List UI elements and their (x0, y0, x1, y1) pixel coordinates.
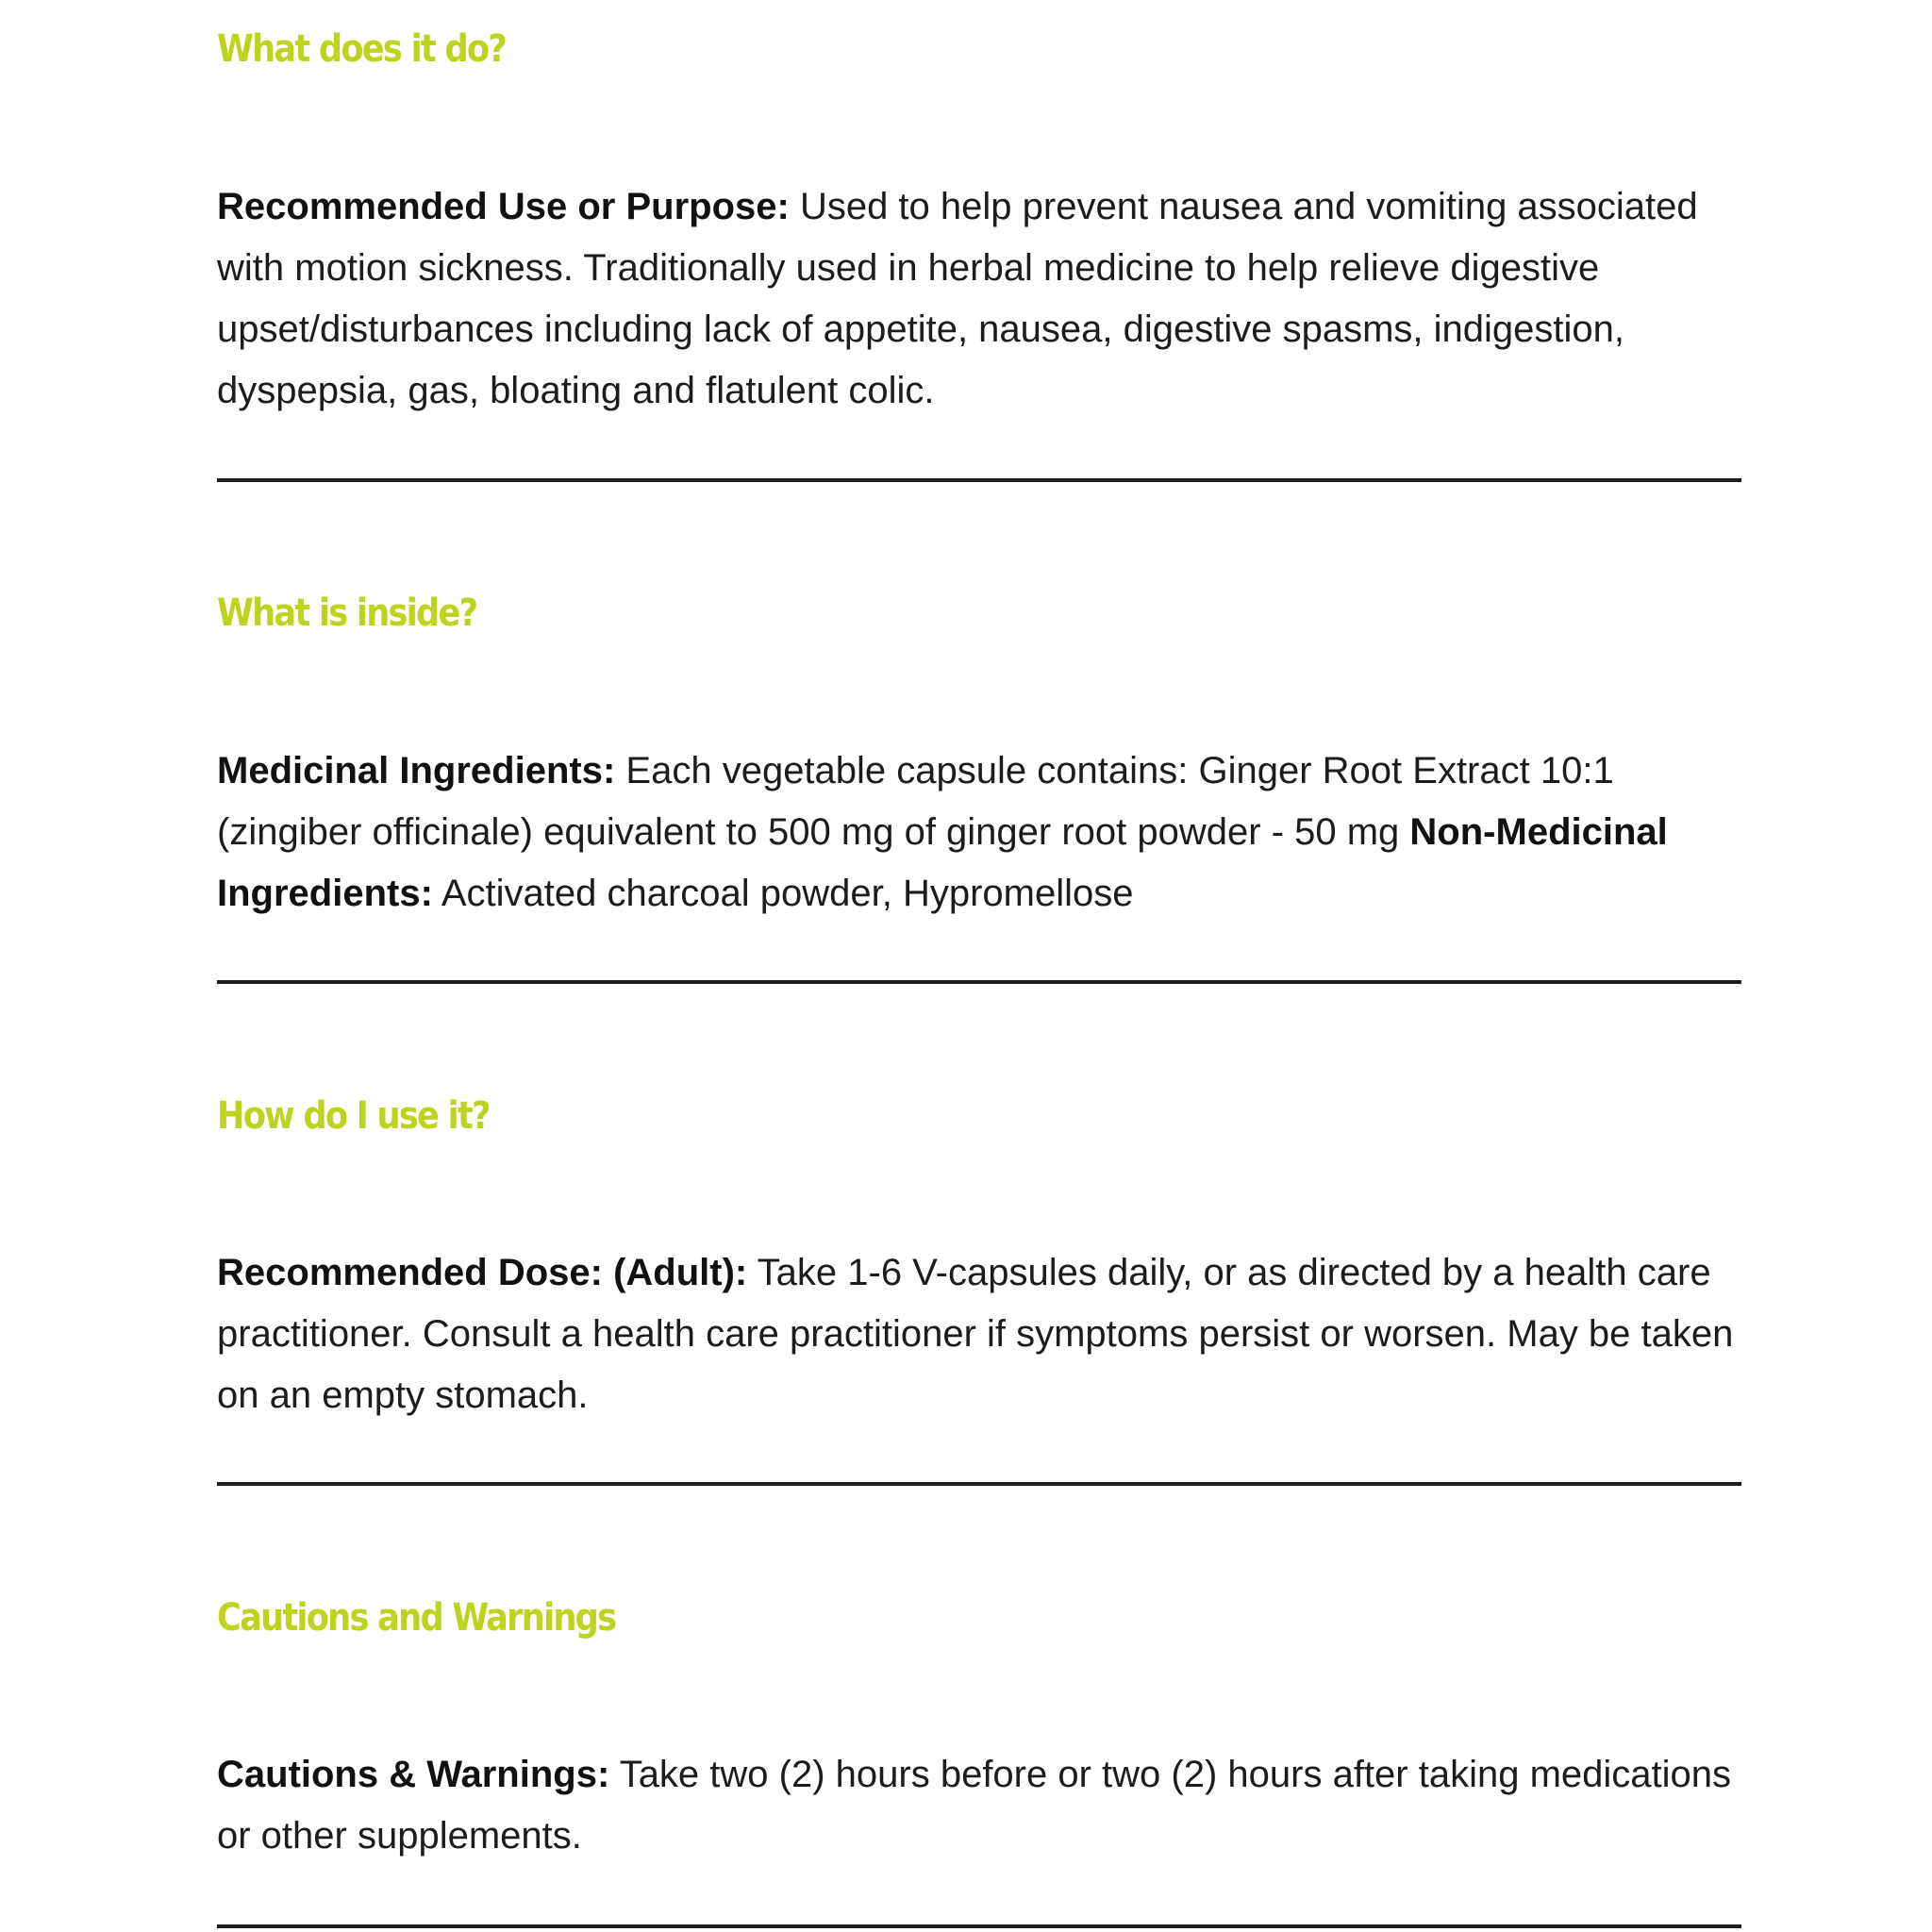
section-text-secondary: Activated charcoal powder, Hypromellose (432, 873, 1134, 914)
section-label: Medicinal Ingredients: (217, 750, 616, 791)
section-text: Each vegetable capsule contains: Ginger Root Extract 10:1 (zingiber officinale) equivalent to 500 mg of ginger root powder - 50 mg (217, 750, 1614, 853)
section-divider (217, 478, 1741, 482)
section-body (217, 1242, 1741, 1426)
section-label-secondary: Non-Medicinal Ingredients: (217, 811, 1668, 914)
section-body (217, 741, 1741, 924)
section-title: How do I use it? (217, 1094, 490, 1138)
section-label: Recommended Dose: (Adult): (217, 1252, 748, 1293)
section-label: Recommended Use or Purpose: (217, 186, 790, 227)
section-text: Take two (2) hours before or two (2) hours after taking medications or other supplements. (217, 1754, 1732, 1857)
section-body (217, 176, 1741, 422)
section-title: What is inside? (217, 591, 477, 635)
section-title: What does it do? (217, 27, 506, 71)
section-divider (217, 1482, 1741, 1486)
section-label: Cautions & Warnings: (217, 1754, 610, 1795)
section-title: Cautions and Warnings (217, 1596, 616, 1640)
section-body (217, 1744, 1741, 1867)
section-text: Used to help prevent nausea and vomiting associated with motion sickness. Traditionally used in herbal medicine to help relieve digestive upset/disturbances including lack of appetite, nausea, digestive spasms, indigestion, dyspepsia, gas, bloating and flatulent colic. (217, 186, 1698, 411)
section-divider (217, 980, 1741, 984)
section-text: Take 1-6 V-capsules daily, or as directed by a health care practitioner. Consult a health care practitioner if symptoms persist or worsen. May be taken on an empty stomach. (217, 1252, 1734, 1416)
section-divider (217, 1924, 1741, 1928)
